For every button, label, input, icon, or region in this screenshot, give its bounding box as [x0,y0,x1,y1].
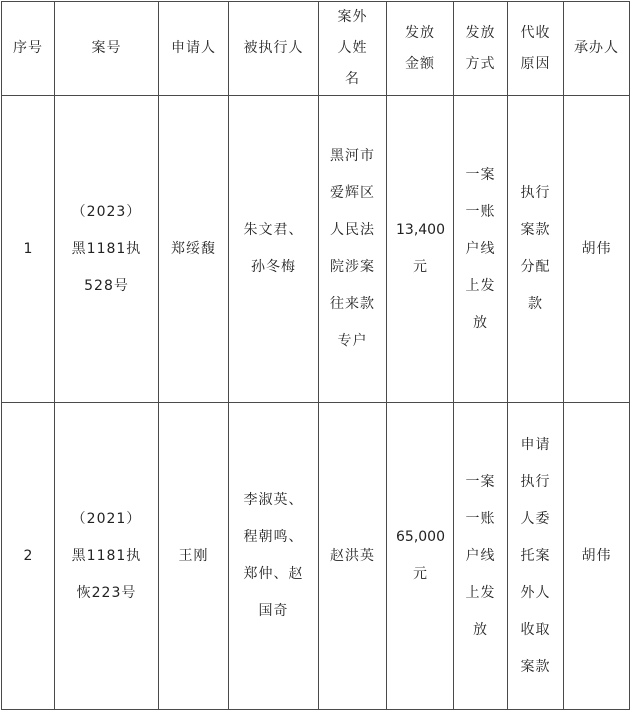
cell-reason: 申请执行人委托案外人收取案款 [508,403,564,710]
cell-seq: 2 [2,403,55,710]
cell-third-party: 赵洪英 [319,403,387,710]
table-row [2,96,630,403]
header-method: 发放方式 [454,2,508,96]
cell-handler: 胡伟 [564,96,630,403]
table-row [2,403,630,710]
cell-third-party: 黑河市爱辉区人民法院涉案往来款专户 [319,96,387,403]
header-applicant: 申请人 [159,2,229,96]
cell-method: 一案一账户线上发放 [454,403,508,710]
header-seq: 序号 [2,2,55,96]
cell-case-no: （2023）黑1181执528号 [55,96,159,403]
cell-reason: 执行案款分配款 [508,96,564,403]
header-respondent: 被执行人 [229,2,319,96]
cell-applicant: 王刚 [159,403,229,710]
cell-method: 一案一账户线上发放 [454,96,508,403]
case-payment-table [1,1,630,710]
header-third-party: 案外人姓名 [319,2,387,96]
cell-amount: 13,400元 [387,96,454,403]
cell-handler: 胡伟 [564,403,630,710]
cell-seq: 1 [2,96,55,403]
cell-amount: 65,000元 [387,403,454,710]
header-reason: 代收原因 [508,2,564,96]
cell-respondent: 李淑英、程朝鸣、郑仲、赵国奇 [229,403,319,710]
header-case-no: 案号 [55,2,159,96]
header-handler: 承办人 [564,2,630,96]
cell-respondent: 朱文君、孙冬梅 [229,96,319,403]
cell-applicant: 郑绥馥 [159,96,229,403]
table-header-row [2,2,630,96]
cell-case-no: （2021）黑1181执恢223号 [55,403,159,710]
header-amount: 发放金额 [387,2,454,96]
